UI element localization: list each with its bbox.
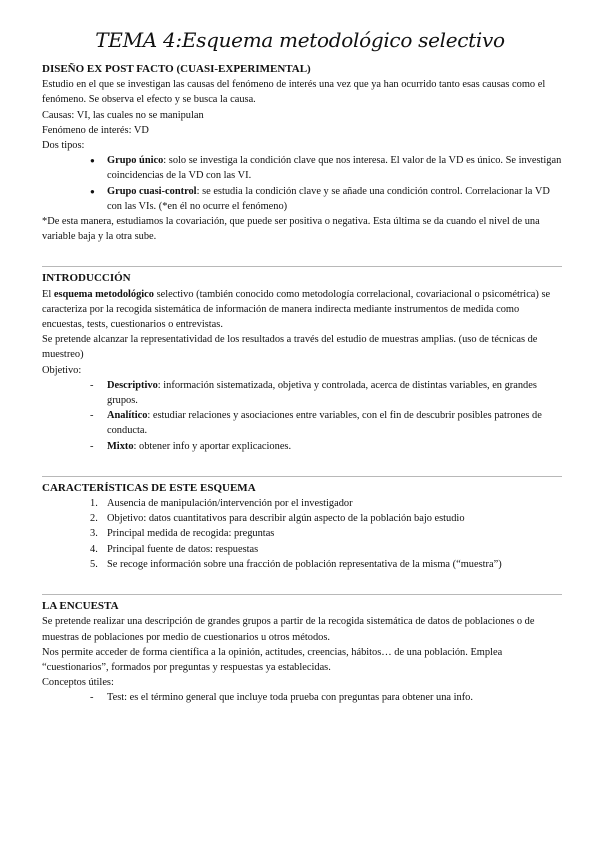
term: esquema metodológico xyxy=(53,288,154,300)
paragraph xyxy=(42,287,562,333)
section-introduccion xyxy=(42,271,562,453)
item-number: 4. xyxy=(90,543,98,555)
list-item xyxy=(90,511,562,526)
paragraph: Nos permite acceder de forma científica a la opinión, actitudes, creencias, hábitos… de una población. Emplea “cuestionarios”, formados por preguntas y respuestas ya establecidas. xyxy=(42,646,503,673)
document-body xyxy=(42,62,562,706)
paragraph: Fenómeno de interés: VD xyxy=(42,124,149,136)
definition: : información sistematizada, objetiva y controlada, acerca de distintas variables, en grandes grupos. xyxy=(107,379,537,407)
paragraph: Se pretende realizar una descripción de grandes grupos a partir de la recogida sistemática de datos de poblaciones o de muestras de poblaciones por medio de cuestionarios u otros métodos. xyxy=(42,616,535,643)
item-number: 3. xyxy=(90,528,98,540)
paragraph: Dos tipos: xyxy=(42,140,85,152)
dash-list xyxy=(42,690,562,705)
item-text: Principal fuente de datos: respuestas xyxy=(107,543,259,555)
paragraph: Estudio en el que se investigan las causas del fenómeno de interés una vez que ya han ocurrido tanto esas causas como el fenómeno. Se observa el efecto y se busca la causa. xyxy=(42,79,546,106)
list-item xyxy=(90,439,562,454)
definition: : se estudia la condición clave y se añade una condición control. Correlacionar la VD con las VIs. (*en él no ocurre el fenómeno) xyxy=(107,185,550,212)
text: El xyxy=(42,288,54,300)
term: Grupo cuasi-control xyxy=(107,185,197,197)
term: Analítico xyxy=(107,410,148,422)
document-title: TEMA 4:Esquema metodológico selectivo xyxy=(95,28,505,52)
list-item xyxy=(90,378,562,408)
list-item xyxy=(90,153,562,183)
item-text: Se recoge información sobre una fracción de población representativa de la misma (“muestra”) xyxy=(107,558,502,570)
text: selectivo (también conocido como metodología correlacional, covariacional o psicométrica) se caracteriza por la recogida sistemática de información de manera indirecta mediante instrumentos de medida como encuestas, tests, cuestionarios o entrevistas. xyxy=(42,288,551,331)
numbered-list xyxy=(42,496,562,572)
item-text: Principal medida de recogida: preguntas xyxy=(107,528,275,540)
list-item xyxy=(90,184,562,214)
section-heading: DISEÑO EX POST FACTO (CUASI-EXPERIMENTAL) xyxy=(42,63,311,75)
list-item xyxy=(90,496,562,511)
paragraph: Conceptos útiles: xyxy=(42,677,114,689)
paragraph: Causas: VI, las cuales no se manipulan xyxy=(42,109,204,121)
item-text: Ausencia de manipulación/intervención por el investigador xyxy=(107,498,353,510)
list-item xyxy=(90,557,562,572)
item-number: 1. xyxy=(90,498,98,510)
section-heading: CARACTERÍSTICAS DE ESTE ESQUEMA xyxy=(42,481,256,494)
item-number: 5. xyxy=(90,558,98,570)
definition: : solo se investiga la condición clave que nos interesa. El valor de la VD es único. Se investigan coincidencias de la VD con las VI. xyxy=(107,155,562,182)
dash-list xyxy=(42,378,562,454)
item-number: 2. xyxy=(90,513,98,525)
definition: : obtener info y aportar explicaciones. xyxy=(133,440,292,452)
section-heading: LA ENCUESTA xyxy=(42,600,119,613)
term: Mixto xyxy=(107,440,134,452)
term: Descriptivo xyxy=(107,379,158,391)
item-text: Objetivo: datos cuantitativos para describir algún aspecto de la población bajo estudio xyxy=(107,513,465,525)
list-item: - Test: es el término general que incluye toda prueba con preguntas para obtener una info. xyxy=(90,690,562,705)
term: Grupo único xyxy=(107,155,164,167)
list-item xyxy=(90,526,562,541)
list-item xyxy=(90,408,562,438)
section-caracteristicas xyxy=(42,481,562,572)
paragraph: Se pretende alcanzar la representatividad de los resultados a través del estudio de muestras amplias. (uso de técnicas de muestreo) xyxy=(42,334,538,361)
list-item xyxy=(90,542,562,557)
definition: : estudiar relaciones y asociaciones entre variables, con el fin de descubrir posibles patrones de conducta. xyxy=(107,410,542,437)
paragraph: Objetivo: xyxy=(42,364,82,376)
section-encuesta xyxy=(42,599,562,705)
section-heading: INTRODUCCIÓN xyxy=(42,272,131,285)
bullet-list xyxy=(42,153,562,214)
section-ex-post-facto xyxy=(42,62,562,244)
note: *De esta manera, estudiamos la covariación, que puede ser positiva o negativa. Esta última se da cuando el nivel de una variable baja y la otra sube. xyxy=(42,216,540,243)
